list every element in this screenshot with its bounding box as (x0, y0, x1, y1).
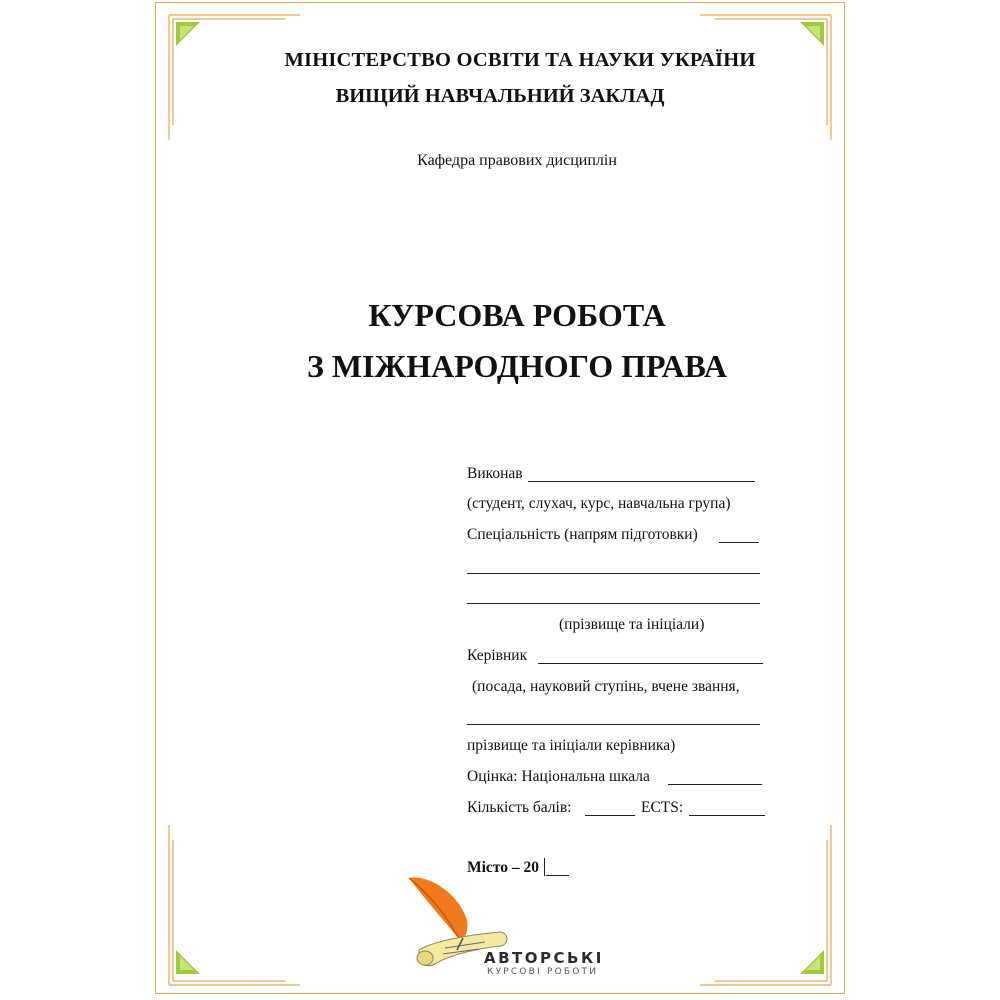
grade-label: Оцінка: Національна шкала (467, 768, 650, 785)
document-subject: З МІЖНАРОДНОГО ПРАВА (307, 348, 727, 384)
name-hint: (прізвище та ініціали) (559, 616, 705, 633)
logo-title: АВТОРСЬКІ (484, 949, 604, 967)
points-label: Кількість балів: (467, 799, 572, 816)
performed-by-line (528, 481, 755, 482)
corner-ornament-icon (800, 22, 824, 46)
blank-line (467, 603, 760, 604)
ministry-heading: МІНІСТЕРСТВО ОСВІТИ ТА НАУКИ УКРАЇНИ (284, 49, 756, 71)
performed-by-label: Виконав (467, 465, 523, 482)
department-name: Кафедра правових дисциплін (417, 152, 617, 169)
corner-ornament-icon (176, 22, 200, 46)
specialty-label: Спеціальність (напрям підготовки) (467, 526, 698, 543)
supervisor-hint: (посада, науковий ступінь, вчене звання, (472, 678, 740, 695)
supervisor-hint-2: прізвище та ініціали керівника) (467, 737, 676, 754)
corner-ornament-icon (176, 950, 200, 974)
ects-label: ECTS: (641, 799, 684, 816)
institution-heading: ВИЩИЙ НАВЧАЛЬНИЙ ЗАКЛАД (335, 85, 665, 107)
supervisor-line (538, 663, 763, 664)
city-year: Місто – 20 (467, 859, 539, 876)
grade-line (668, 784, 762, 785)
specialty-line (719, 542, 759, 543)
blank-line (467, 573, 760, 574)
supervisor-label: Керівник (467, 647, 528, 664)
document-title: КУРСОВА РОБОТА (368, 297, 666, 333)
ects-line (689, 815, 765, 816)
logo-subtitle: КУРСОВІ РОБОТИ (487, 967, 599, 977)
corner-ornament-icon (800, 950, 824, 974)
performed-by-hint: (студент, слухач, курс, навчальна група) (467, 495, 731, 512)
blank-line (467, 724, 760, 725)
points-line (585, 815, 635, 816)
